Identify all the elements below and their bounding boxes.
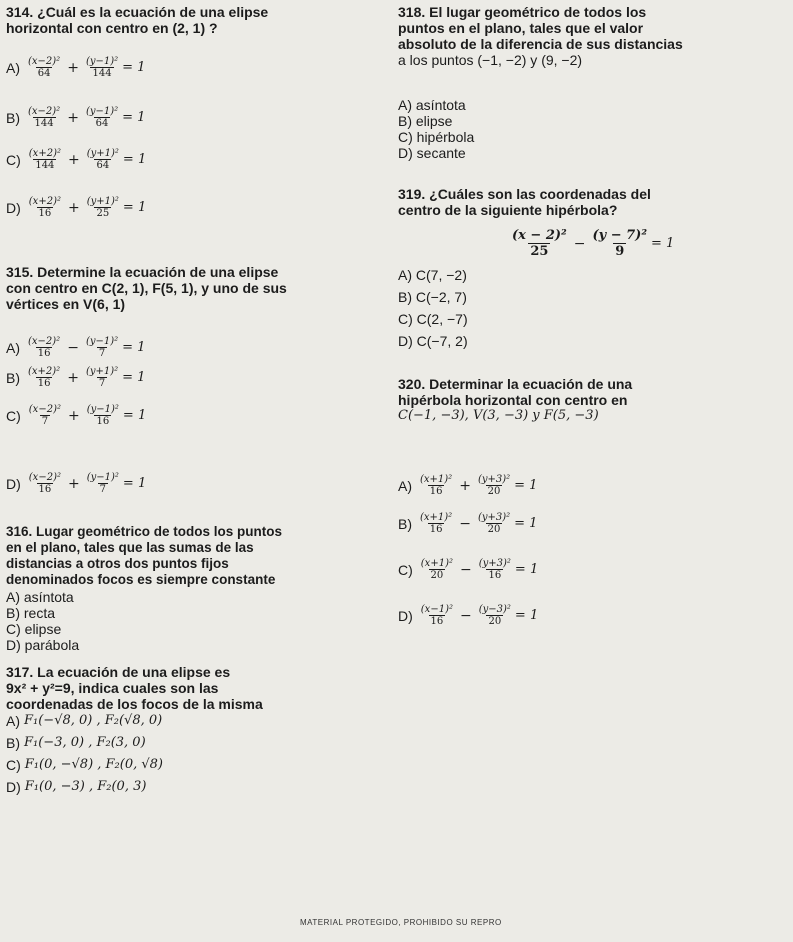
q318-option-b[interactable]: B) elipse [398, 113, 453, 129]
q320-option-b[interactable]: B) $\frac{\text{(x+1)²}}{16}$ − $\frac{\text{(y+3)²}}{20}$ = 1 [398, 512, 538, 535]
q318-option-c[interactable]: C) hipérbola [398, 129, 475, 145]
q320-title: 320. Determinar la ecuación de una hipérbola horizontal con centro en C(−1, −3), V(3, −3) y F(5, −3) [398, 376, 633, 423]
q317-option-c[interactable]: C) F₁(0, −√8) , F₂(0, √8) [6, 757, 164, 773]
q316-option-a[interactable]: A) asíntota [6, 589, 74, 605]
q316-option-b[interactable]: B) recta [6, 605, 56, 621]
q315-option-a[interactable]: A) $\frac{\text{(x−2)²}}{16}$ − $\frac{\text{(y−1)²}}{7}$ = 1 [6, 336, 146, 359]
q315-title: 315. Determine la ecuación de una elipse con centro en C(2, 1), F(5, 1), y uno de sus vértices en V(6, 1) [6, 264, 287, 312]
q315-option-b[interactable]: B) $\frac{\text{(x+2)²}}{16}$ + $\frac{\text{(y+1)²}}{7}$ = 1 [6, 366, 146, 389]
fraction-y: $\frac{\text{(y−1)²}}{7}$ [86, 472, 119, 495]
fraction-y: $\frac{\text{(y−1)²}}{144}$ [85, 56, 119, 79]
fraction-x: $\frac{\text{(x−2)²}}{7}$ [28, 404, 61, 427]
fraction-y: $\frac{\text{(y+3)²}}{16}$ [478, 558, 511, 581]
q318-option-d[interactable]: D) secante [398, 145, 466, 161]
fraction-x: $\frac{\text{(x+2)²}}{16}$ [28, 196, 61, 219]
q317-option-d[interactable]: D) F₁(0, −3) , F₂(0, 3) [6, 779, 147, 795]
q319-option-a[interactable]: A) C(7, −2) [398, 267, 467, 283]
q317-option-b[interactable]: B) F₁(−3, 0) , F₂(3, 0) [6, 735, 146, 751]
fraction-x: $\frac{\text{(x−1)²}}{16}$ [420, 604, 453, 627]
fraction-y: $\frac{\text{(y+3)²}}{20}$ [477, 512, 511, 535]
q319-option-b[interactable]: B) C(−2, 7) [398, 289, 467, 305]
q319-option-d[interactable]: D) C(−7, 2) [398, 333, 468, 349]
q317-option-a[interactable]: A) F₁(−√8, 0) , F₂(√8, 0) [6, 713, 163, 729]
fraction-x: $\frac{\text{(x−2)²}}{16}$ [28, 472, 61, 495]
fraction-x: $\frac{\text{(x+2)²}}{144}$ [28, 148, 61, 171]
q316-option-c[interactable]: C) elipse [6, 621, 62, 637]
q314-option-c[interactable]: C) $\frac{\text{(x+2)²}}{144}$ + $\frac{\text{(y+1)²}}{64}$ = 1 [6, 148, 147, 171]
q318-title: 318. El lugar geométrico de todos los puntos en el plano, tales que el valor absoluto de la diferencia de sus distancias a los puntos (−1, −2) y (9, −2) [398, 4, 683, 68]
fraction-y: $\frac{\text{(y+3)²}}{20}$ [477, 474, 511, 497]
q314-option-d[interactable]: D) $\frac{\text{(x+2)²}}{16}$ + $\frac{\text{(y+1)²}}{25}$ = 1 [6, 196, 147, 219]
q316-option-d[interactable]: D) parábola [6, 637, 80, 653]
fraction-x: $\frac{\text{(x+1)²}}{16}$ [420, 474, 453, 497]
q319-fraction-y: $\frac{\text{(y − 7)²}}{9}$ [592, 228, 648, 259]
fraction-x: $\frac{\text{(x+1)²}}{16}$ [420, 512, 453, 535]
q314-option-b[interactable]: B) $\frac{\text{(x−2)²}}{144}$ + $\frac{\text{(y−1)²}}{64}$ = 1 [6, 106, 146, 129]
fraction-y: $\frac{\text{(y+1)²}}{7}$ [85, 366, 119, 389]
fraction-y: $\frac{\text{(y+1)²}}{64}$ [86, 148, 119, 171]
fraction-y: $\frac{\text{(y−3)²}}{20}$ [478, 604, 511, 627]
q320-option-d[interactable]: D) $\frac{\text{(x−1)²}}{16}$ − $\frac{\text{(y−3)²}}{20}$ = 1 [398, 604, 539, 627]
q319-option-c[interactable]: C) C(2, −7) [398, 311, 468, 327]
q319-title: 319. ¿Cuáles son las coordenadas del centro de la siguiente hipérbola? [398, 186, 651, 218]
fraction-y: $\frac{\text{(y−1)²}}{64}$ [85, 106, 119, 129]
q320-option-a[interactable]: A) $\frac{\text{(x+1)²}}{16}$ + $\frac{\text{(y+3)²}}{20}$ = 1 [398, 474, 538, 497]
fraction-y: $\frac{\text{(y+1)²}}{25}$ [86, 196, 119, 219]
fraction-y: $\frac{\text{(y−1)²}}{16}$ [86, 404, 119, 427]
fraction-x: $\frac{\text{(x+2)²}}{16}$ [28, 366, 61, 389]
q319-equation: $\frac{\text{(x − 2)²}}{25}$ − $\frac{\text{(y − 7)²}}{9}$ = 1 [512, 228, 675, 259]
fraction-x: $\frac{\text{(x+1)²}}{20}$ [420, 558, 453, 581]
footer-watermark: MATERIAL PROTEGIDO, PROHIBIDO SU REPRO [300, 918, 502, 927]
q317-title: 317. La ecuación de una elipse es 9x² + y²=9, indica cuales son las coordenadas de los focos de la misma [6, 664, 263, 712]
fraction-x: $\frac{\text{(x−2)²}}{16}$ [28, 336, 61, 359]
q316-title: 316. Lugar geométrico de todos los puntos en el plano, tales que las sumas de las distancias a otros dos puntos fijos denominados focos es siempre constante [6, 524, 283, 587]
fraction-x: $\frac{\text{(x−2)²}}{144}$ [28, 106, 61, 129]
fraction-y: $\frac{\text{(y−1)²}}{7}$ [85, 336, 119, 359]
q314-title: 314. ¿Cuál es la ecuación de una elipse horizontal con centro en (2, 1) ? [6, 4, 269, 36]
q314-option-a[interactable]: A) $\frac{\text{(x−2)²}}{64}$ + $\frac{\text{(y−1)²}}{144}$ = 1 [6, 56, 146, 79]
q318-option-a[interactable]: A) asíntota [398, 97, 466, 113]
q315-option-d[interactable]: D) $\frac{\text{(x−2)²}}{16}$ + $\frac{\text{(y−1)²}}{7}$ = 1 [6, 472, 147, 495]
q319-fraction-x: $\frac{\text{(x − 2)²}}{25}$ [512, 228, 567, 259]
q320-option-c[interactable]: C) $\frac{\text{(x+1)²}}{20}$ − $\frac{\text{(y+3)²}}{16}$ = 1 [398, 558, 539, 581]
fraction-x: $\frac{\text{(x−2)²}}{64}$ [28, 56, 61, 79]
q315-option-c[interactable]: C) $\frac{\text{(x−2)²}}{7}$ + $\frac{\text{(y−1)²}}{16}$ = 1 [6, 404, 147, 427]
